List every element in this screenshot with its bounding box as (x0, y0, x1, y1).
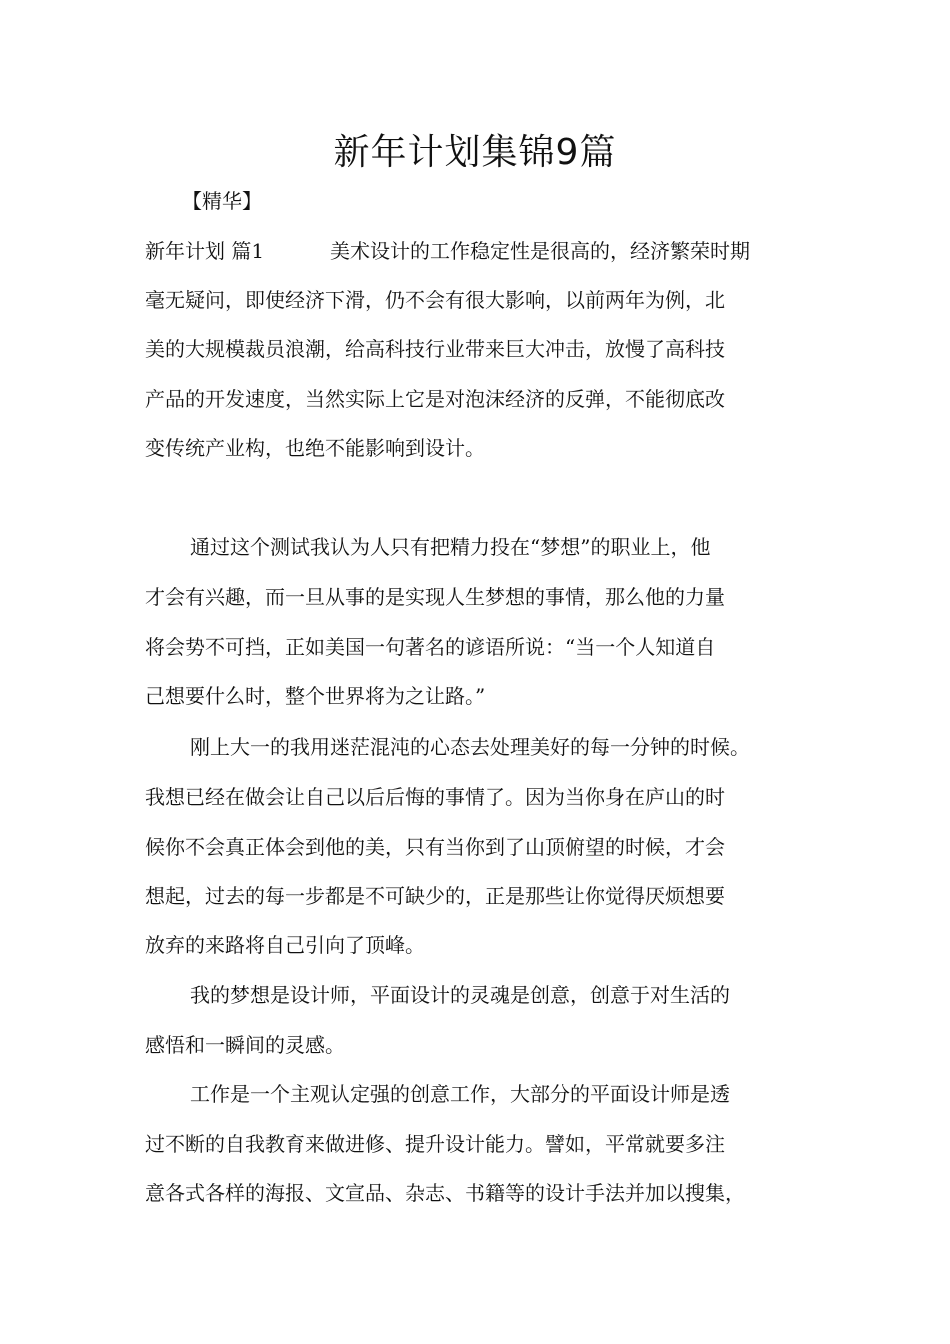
paragraph-line: 候你不会真正体会到他的美，只有当你到了山顶俯望的时候，才会 (145, 835, 725, 859)
paragraph-line: 我想已经在做会让自己以后后悔的事情了。因为当你身在庐山的时 (145, 785, 725, 809)
paragraph-line: 刚上大一的我用迷茫混沌的心态去处理美好的每一分钟的时候。 (190, 735, 750, 759)
document-tag: 【精华】 (182, 189, 262, 213)
section-label: 新年计划 篇1 (145, 239, 265, 263)
paragraph-line: 毫无疑问，即使经济下滑，仍不会有很大影响，以前两年为例，北 (145, 288, 725, 312)
paragraph-line: 才会有兴趣，而一旦从事的是实现人生梦想的事情，那么他的力量 (145, 585, 725, 609)
paragraph-line: 变传统产业构，也绝不能影响到设计。 (145, 436, 485, 460)
paragraph-line: 想起，过去的每一步都是不可缺少的，正是那些让你觉得厌烦想要 (145, 884, 725, 908)
paragraph-line: 己想要什么时，整个世界将为之让路。” (145, 684, 486, 708)
paragraph-line: 美术设计的工作稳定性是很高的，经济繁荣时期 (330, 239, 750, 263)
paragraph-line: 感悟和一瞬间的灵感。 (145, 1033, 345, 1057)
paragraph-line: 工作是一个主观认定强的创意工作，大部分的平面设计师是透 (190, 1082, 730, 1106)
paragraph-line: 放弃的来路将自己引向了顶峰。 (145, 933, 425, 957)
paragraph-line: 将会势不可挡，正如美国一句著名的谚语所说：“当一个人知道自 (145, 635, 716, 659)
paragraph-line: 意各式各样的海报、文宣品、杂志、书籍等的设计手法并加以搜集， (145, 1181, 745, 1205)
paragraph-line: 过不断的自我教育来做进修、提升设计能力。譬如，平常就要多注 (145, 1132, 725, 1156)
document-title: 新年计划集锦9篇 (333, 132, 617, 173)
paragraph-line: 通过这个测试我认为人只有把精力投在“梦想”的职业上，他 (190, 535, 711, 559)
paragraph-line: 我的梦想是设计师，平面设计的灵魂是创意，创意于对生活的 (190, 983, 730, 1007)
paragraph-line: 美的大规模裁员浪潮，给高科技行业带来巨大冲击，放慢了高科技 (145, 337, 725, 361)
paragraph-line: 产品的开发速度，当然实际上它是对泡沫经济的反弹，不能彻底改 (145, 387, 725, 411)
